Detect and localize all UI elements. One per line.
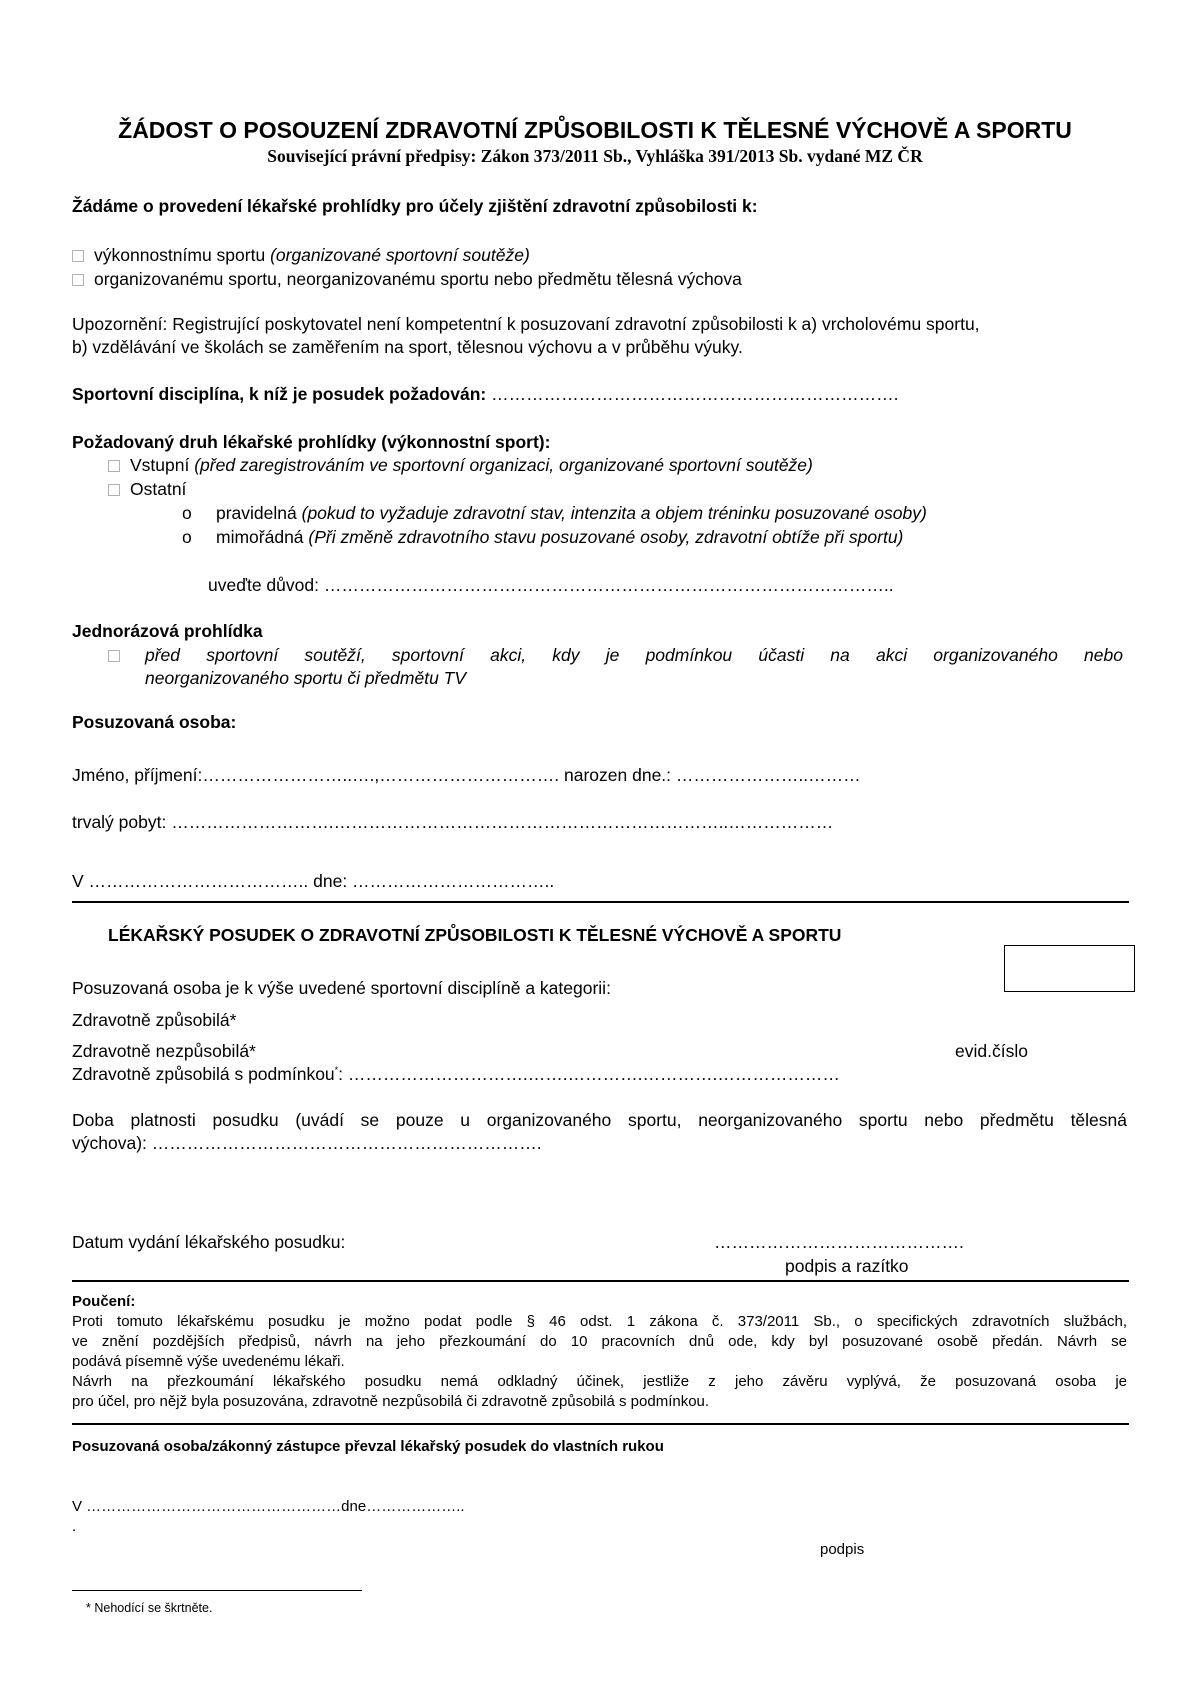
name-birthdate-field[interactable]: Jméno, příjmení:……………………..….,…………………………. narozen dne.: …………………..……… (72, 765, 861, 785)
option-entry-exam[interactable]: Vstupní (před zaregistrováním ve sportovní organizaci, organizované sportovní soutěže) (108, 455, 813, 476)
request-heading: Žádáme o provedení lékařské prohlídky pro účely zjištění zdravotní způsobilosti k: (72, 196, 758, 216)
option-extraordinary-exam[interactable]: mimořádná (Při změně zdravotního stavu posuzované osoby, zdravotní obtíže při sportu) (216, 527, 904, 547)
receipt-signature-label: podpis (820, 1541, 865, 1558)
option-performance-sport[interactable]: výkonnostnímu sportu (organizované sportovní soutěže) (72, 245, 530, 266)
single-exam-heading: Jednorázová prohlídka (72, 621, 263, 641)
checkbox-icon[interactable] (108, 650, 120, 662)
option-regular-exam[interactable]: pravidelná (pokud to vyžaduje zdravotní stav, intenzita a objem tréninku posuzované osoby) (216, 503, 927, 523)
checkbox-icon[interactable] (72, 250, 84, 262)
receipt-place-date-field[interactable]: V ……………………………………………dne……………….. (72, 1498, 465, 1515)
footnote: * Nehodící se škrtněte. (86, 1601, 213, 1615)
warning-line: b) vzdělávání ve školách se zaměřením na sport, tělesnou výchovu a v průběhu výuky. (72, 337, 743, 357)
single-exam-text: před sportovní soutěží, sportovní akci, kdy je podmínkou účasti na akci organizovaného nebo (145, 645, 1123, 665)
validity-field[interactable]: výchova): …………………………………………………………. (72, 1133, 542, 1153)
evid-number-box[interactable] (1004, 945, 1135, 992)
page-title: ŽÁDOST O POSOUZENÍ ZDRAVOTNÍ ZPŮSOBILOSTI K TĚLESNÉ VÝCHOVĚ A SPORTU (118, 117, 1072, 143)
exam-type-heading: Požadovaný druh lékařské prohlídky (výkonnostní sport): (72, 432, 551, 452)
instruction-text: ve znění pozdějších předpisů, návrh na jeho přezkoumání do 10 pracovních dnů ode, kdy byl posuzované osobě předán. Návrh se (72, 1333, 1127, 1350)
divider (72, 1423, 1129, 1425)
person-heading: Posuzovaná osoba: (72, 712, 237, 732)
option-organized-sport[interactable]: organizovanému sportu, neorganizovanému sportu nebo předmětu tělesná výchova (72, 269, 742, 290)
reason-field[interactable]: uveďte důvod: …………………………………………………………………………………….. (208, 575, 894, 595)
doctor-signature-label: podpis a razítko (785, 1256, 909, 1276)
receipt-heading: Posuzovaná osoba/zákonný zástupce převzal lékařský posudek do vlastních rukou (72, 1438, 664, 1455)
assessment-heading: LÉKAŘSKÝ POSUDEK O ZDRAVOTNÍ ZPŮSOBILOSTI K TĚLESNÉ VÝCHOVĚ A SPORTU (108, 925, 842, 945)
instruction-text: pro účel, pro nějž byla posuzována, zdravotně nezpůsobilá či zdravotně způsobilá s podmínkou. (72, 1393, 710, 1410)
checkbox-icon[interactable] (108, 460, 120, 472)
divider (72, 1280, 1129, 1282)
dot: . (72, 1518, 77, 1535)
option-fit-conditional[interactable]: Zdravotně způsobilá s podmínkou*: ………………………….…….………….………….………………… (72, 1064, 840, 1084)
instruction-text: Proti tomuto lékařskému posudku je možno podat podle § 46 odst. 1 zákona č. 373/2011 Sb., o specifických zdravotních službách, (72, 1313, 1127, 1330)
instruction-heading: Poučení: (72, 1293, 136, 1310)
legal-references: Související právní předpisy: Zákon 373/2011 Sb., Vyhláška 391/2013 Sb. vydané MZ ČR (267, 146, 923, 166)
footnote-separator (72, 1590, 362, 1591)
place-date-field[interactable]: V ……………………………….. dne: …………………………….. (72, 871, 555, 891)
option-unfit[interactable]: Zdravotně nezpůsobilá* (72, 1041, 256, 1061)
issue-date-label: Datum vydání lékařského posudku: (72, 1232, 346, 1252)
instruction-text: podává písemně výše uvedenému lékaři. (72, 1353, 345, 1370)
checkbox-icon[interactable] (108, 484, 120, 496)
option-single-exam[interactable] (108, 645, 130, 666)
single-exam-text: neorganizovaného sportu či předmětu TV (145, 668, 467, 688)
option-other-exam[interactable]: Ostatní (108, 479, 186, 500)
doctor-signature-field[interactable]: ……………………………………. (714, 1232, 964, 1252)
evid-number-label: evid.číslo (955, 1041, 1028, 1061)
warning-line: Upozornění: Registrující poskytovatel není kompetentní k posuzovaní zdravotní způsobilosti k a) vrcholovému sportu, (72, 314, 980, 334)
validity-text: Doba platnosti posudku (uvádí se pouze u organizovaného sportu, neorganizovaného sportu nebo předmětu tělesná (72, 1110, 1127, 1130)
option-fit[interactable]: Zdravotně způsobilá* (72, 1010, 237, 1030)
divider (72, 901, 1129, 903)
bullet: o (182, 527, 192, 547)
checkbox-icon[interactable] (72, 274, 84, 286)
address-field[interactable]: trvalý pobyt: ……………………….…………………………………………………………..……………… (72, 812, 834, 832)
bullet: o (182, 503, 192, 523)
discipline-field[interactable]: Sportovní disciplína, k níž je posudek požadován: ……………………………………………………………. (72, 384, 899, 404)
instruction-text: Návrh na přezkoumání lékařského posudku nemá odkladný účinek, jestliže z jeho závěru vyplývá, že posuzovaná osoba je (72, 1373, 1127, 1390)
assessment-intro: Posuzovaná osoba je k výše uvedené sportovní disciplíně a kategorii: (72, 978, 611, 998)
